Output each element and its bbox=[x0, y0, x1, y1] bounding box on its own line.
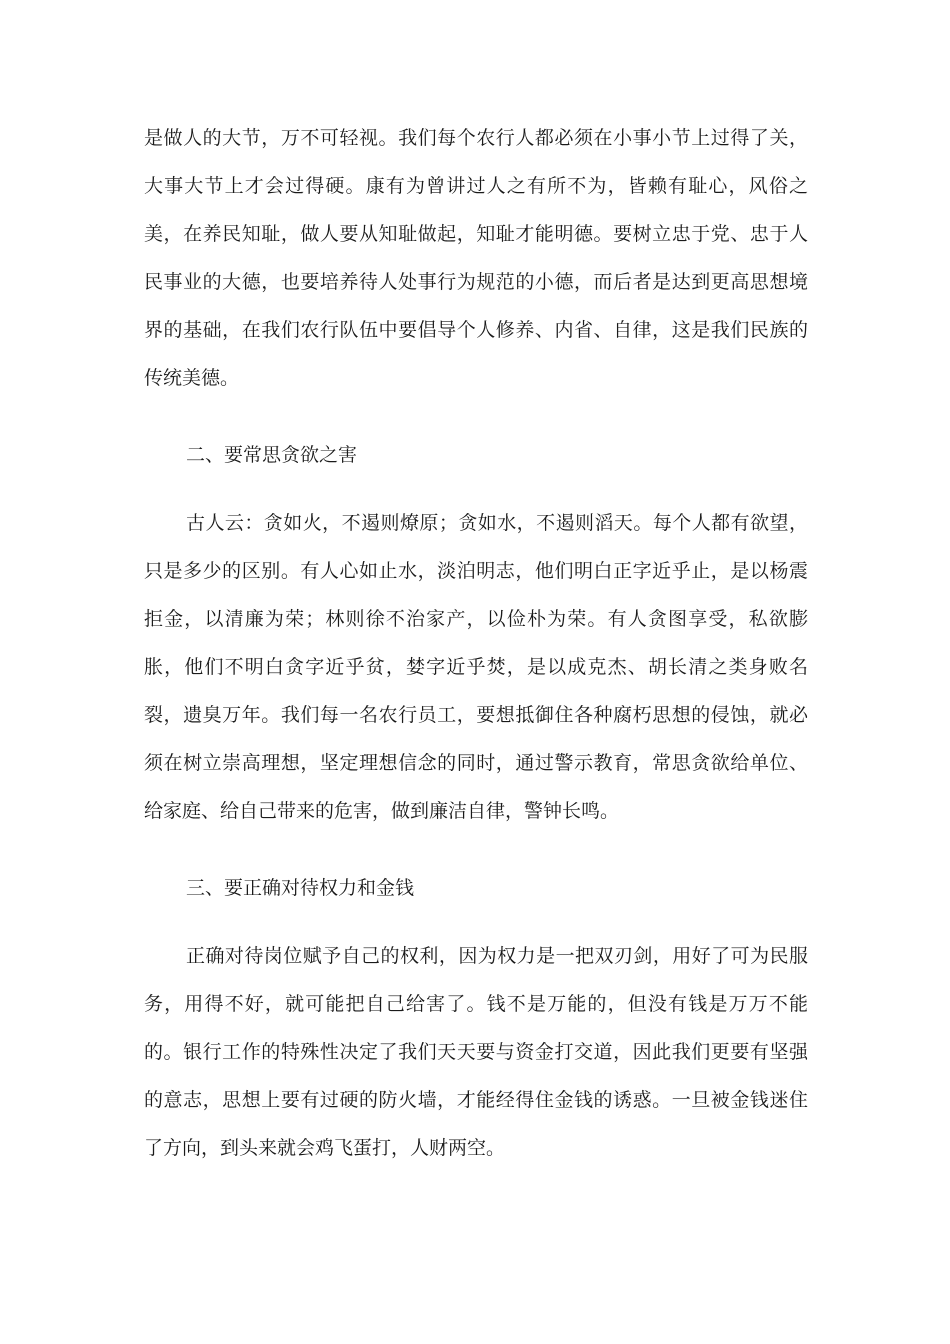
paragraph-line: 是做人的大节，万不可轻视。我们每个农行人都必须在小事小节上过得了关， bbox=[144, 127, 808, 149]
paragraph-line: 美，在养民知耻，做人要从知耻做起，知耻才能明德。要树立忠于党、忠于人 bbox=[144, 223, 808, 245]
section-heading-2: 二、要常思贪欲之害 bbox=[186, 444, 358, 466]
paragraph-line: 了方向，到头来就会鸡飞蛋打，人财两空。 bbox=[144, 1137, 506, 1159]
paragraph-line: 界的基础，在我们农行队伍中要倡导个人修养、内省、自律，这是我们民族的 bbox=[144, 319, 808, 341]
paragraph-line: 民事业的大德，也要培养待人处事行为规范的小德，而后者是达到更高思想境 bbox=[144, 271, 808, 293]
paragraph-line: 的意志，思想上要有过硬的防火墙，才能经得住金钱的诱惑。一旦被金钱迷住 bbox=[144, 1089, 808, 1111]
paragraph-line: 只是多少的区别。有人心如止水，淡泊明志，他们明白正字近乎止，是以杨震 bbox=[144, 560, 808, 582]
paragraph-line: 拒金，以清廉为荣；林则徐不治家产，以俭朴为荣。有人贪图享受，私欲膨 bbox=[144, 608, 808, 630]
paragraph-line: 给家庭、给自己带来的危害，做到廉洁自律，警钟长鸣。 bbox=[144, 800, 620, 822]
paragraph-1 bbox=[144, 114, 808, 402]
paragraph-line: 正确对待岗位赋予自己的权利，因为权力是一把双刃剑，用好了可为民服 bbox=[186, 945, 808, 967]
paragraph-2 bbox=[144, 499, 808, 835]
paragraph-line: 裂，遗臭万年。我们每一名农行员工，要想抵御住各种腐朽思想的侵蚀，就必 bbox=[144, 704, 808, 726]
paragraph-3 bbox=[144, 932, 808, 1172]
paragraph-line: 的。银行工作的特殊性决定了我们天天要与资金打交道，因此我们更要有坚强 bbox=[144, 1041, 808, 1063]
paragraph-line: 须在树立崇高理想，坚定理想信念的同时，通过警示教育，常思贪欲给单位、 bbox=[144, 752, 808, 774]
paragraph-line: 大事大节上才会过得硬。康有为曾讲过人之有所不为，皆赖有耻心，风俗之 bbox=[144, 175, 808, 197]
paragraph-line: 古人云：贪如火，不遏则燎原；贪如水，不遏则滔天。每个人都有欲望， bbox=[186, 512, 808, 534]
paragraph-line: 务，用得不好，就可能把自己给害了。钱不是万能的，但没有钱是万万不能 bbox=[144, 993, 808, 1015]
paragraph-line: 胀，他们不明白贪字近乎贫，婪字近乎焚，是以成克杰、胡长清之类身败名 bbox=[144, 656, 808, 678]
paragraph-line: 传统美德。 bbox=[144, 367, 240, 389]
section-heading-3: 三、要正确对待权力和金钱 bbox=[186, 877, 415, 899]
